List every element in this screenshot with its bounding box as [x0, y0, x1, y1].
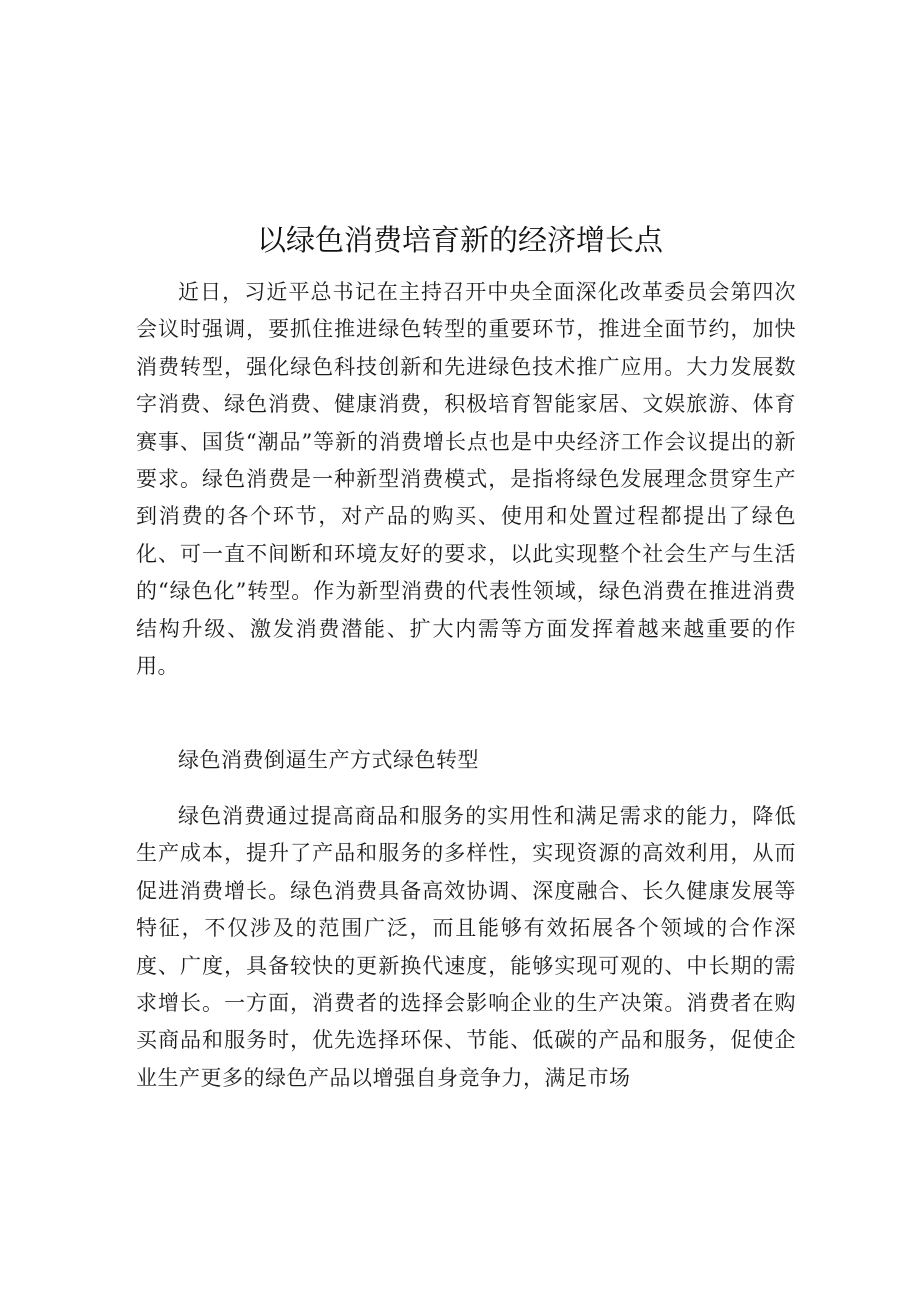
document-title: 以绿色消费培育新的经济增长点: [256, 223, 663, 257]
paragraph-section-1: 绿色消费通过提高商品和服务的实用性和满足需求的能力，降低生产成本，提升了产品和服务的多样性，实现资源的高效利用，从而促进消费增长。绿色消费具备高效协调、深度融合、长久健康发展等特征，不仅涉及的范围广泛，而且能够有效拓展各个领域的合作深度、广度，具备较快的更新换代速度，能够实现可观的、中长期的需求增长。一方面，消费者的选择会影响企业的生产决策。消费者在购买商品和服务时，优先选择环保、节能、低碳的产品和服务，促使企业生产更多的绿色产品以增强自身竞争力，满足市场: [136, 804, 796, 1090]
paragraph-intro: 近日，习近平总书记在主持召开中央全面深化改革委员会第四次会议时强调，要抓住推进绿色转型的重要环节，推进全面节约，加快消费转型，强化绿色科技创新和先进绿色技术推广应用。大力发展数字消费、绿色消费、健康消费，积极培育智能家居、文娱旅游、体育赛事、国货“潮品”等新的消费增长点也是中央经济工作会议提出的新要求。绿色消费是一种新型消费模式，是指将绿色发展理念贯穿生产到消费的各个环节，对产品的购买、使用和处置过程都提出了绿色化、可一直不间断和环境友好的要求，以此实现整个社会生产与生活的“绿色化”转型。作为新型消费的代表性领域，绿色消费在推进消费结构升级、激发消费潜能、扩大内需等方面发挥着越来越重要的作用。: [136, 280, 796, 679]
section-heading: 绿色消费倒逼生产方式绿色转型: [178, 748, 479, 772]
